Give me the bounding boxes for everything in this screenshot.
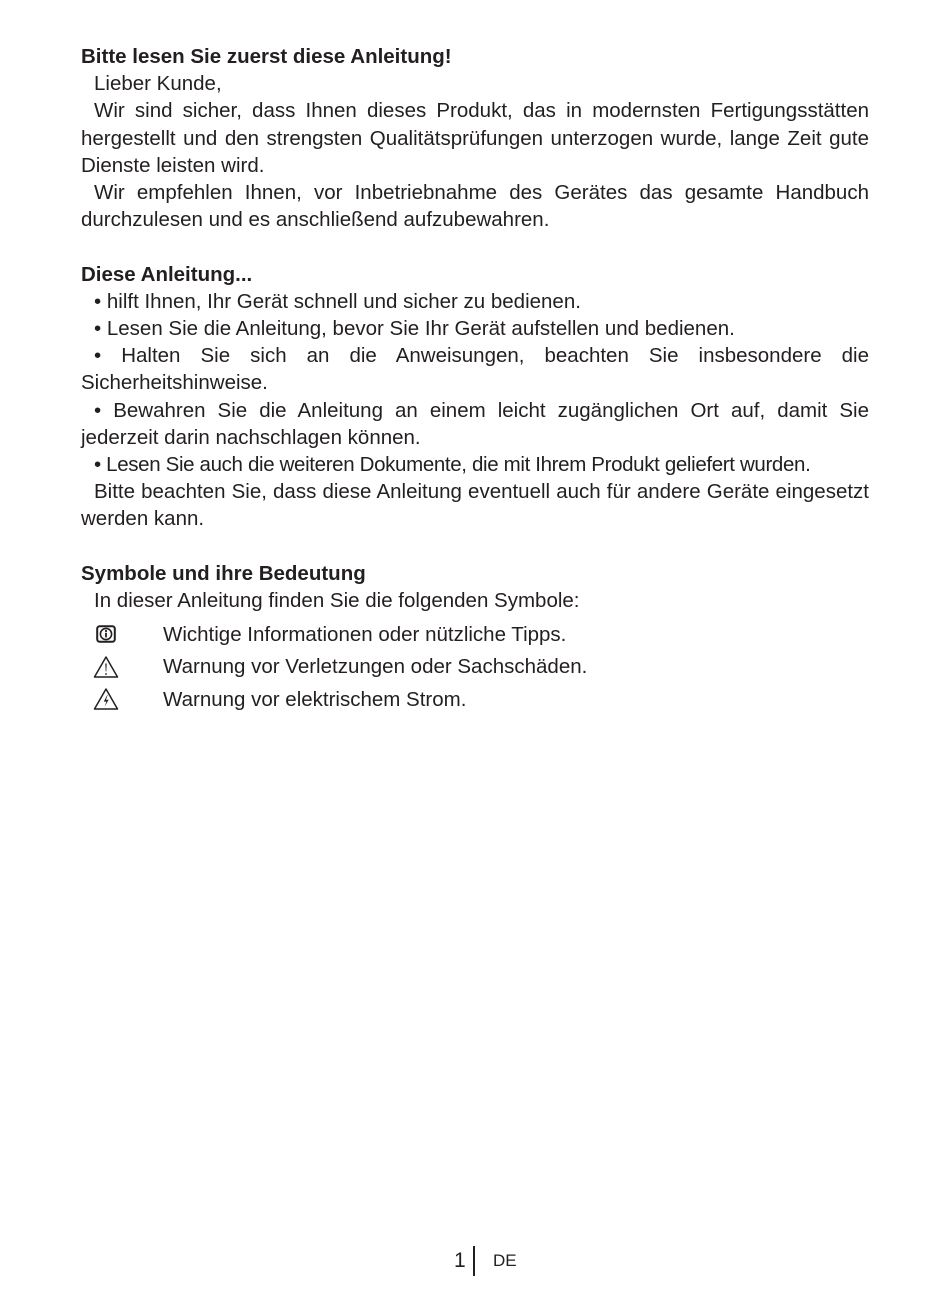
section-heading-read-first: Bitte lesen Sie zuerst diese Anleitung!	[81, 45, 452, 68]
list-item: • Halten Sie sich an die Anweisungen, beachten Sie insbesondere die Sicherheitshinweise.	[81, 344, 869, 395]
symbol-description: Warnung vor elektrischem Strom.	[163, 687, 467, 711]
symbol-description: Wichtige Informationen oder nützliche Tipps.	[163, 622, 567, 646]
page-footer	[0, 1246, 950, 1276]
symbol-description: Warnung vor Verletzungen oder Sachschäden.	[163, 655, 588, 679]
footer-divider	[473, 1246, 475, 1276]
document-body	[81, 43, 869, 716]
warning-icon	[93, 655, 119, 679]
language-code: DE	[493, 1251, 517, 1270]
symbol-row-info	[81, 618, 869, 651]
section-spacer	[81, 233, 869, 260]
list-item: • Bewahren Sie die Anleitung an einem leicht zugänglichen Ort auf, damit Sie jederzeit darin nachschlagen können.	[81, 398, 869, 449]
info-icon	[93, 622, 119, 646]
section-heading-symbols: Symbole und ihre Bedeutung	[81, 561, 366, 585]
symbols-intro: In dieser Anleitung finden Sie die folgenden Symbole:	[94, 589, 580, 613]
intro-paragraph: Wir sind sicher, dass Ihnen dieses Produkt, das in modernsten Fertigungsstätten hergestellt und den strengsten Qualitätsprüfungen unterzogen wurde, lange Zeit gute Dienste leisten wird.	[81, 99, 869, 177]
symbol-row-electric-warning	[81, 683, 869, 716]
page-number: 1	[454, 1249, 466, 1272]
list-item: • Lesen Sie die Anleitung, bevor Sie Ihr Gerät aufstellen und bedienen.	[94, 317, 735, 341]
list-item: • hilft Ihnen, Ihr Gerät schnell und sicher zu bedienen.	[94, 289, 581, 313]
recommendation-paragraph: Wir empfehlen Ihnen, vor Inbetriebnahme des Gerätes das gesamte Handbuch durchzulesen und es anschließend aufzubewahren.	[81, 181, 869, 232]
section-spacer	[81, 533, 869, 560]
list-item: • Lesen Sie auch die weiteren Dokumente, die mit Ihrem Produkt geliefert wurden.	[94, 453, 811, 477]
section-heading-manual: Diese Anleitung...	[81, 262, 253, 286]
electric-warning-icon	[93, 687, 119, 711]
symbol-list	[81, 618, 869, 716]
usage-note: Bitte beachten Sie, dass diese Anleitung eventuell auch für andere Geräte eingesetzt werden kann.	[81, 480, 869, 531]
greeting: Lieber Kunde,	[94, 72, 222, 96]
symbol-row-warning	[81, 651, 869, 684]
